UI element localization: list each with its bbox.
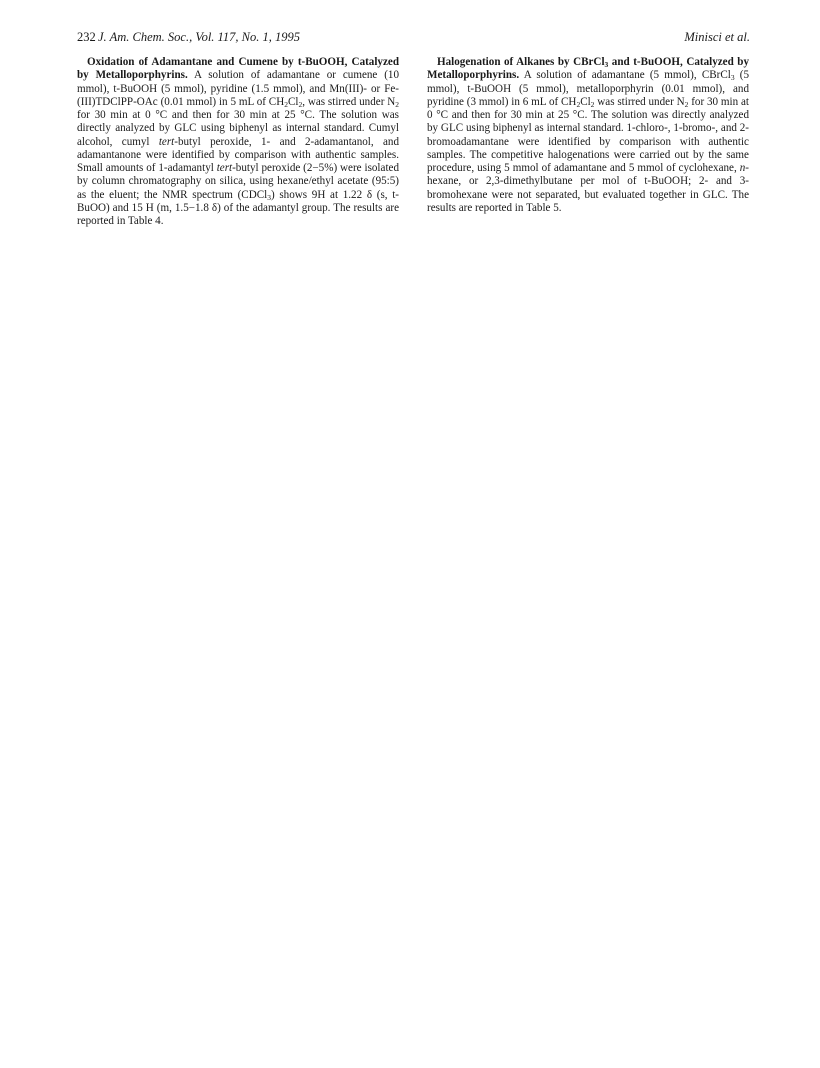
journal-citation: J. Am. Chem. Soc., Vol. 117, No. 1, 1995 <box>98 30 300 44</box>
page-number: 232 <box>77 30 96 44</box>
author-running-head: Minisci et al. <box>684 30 750 44</box>
section-heading: Oxidation of Adamantane and Cumene by t-BuOOH, Catalyzed by Metalloporphyrins. <box>77 56 399 82</box>
section-body: A solution of adamantane or cumene (10 mmol), t-BuOOH (5 mmol), pyridine (1.5 mmol), and Mn(III)- or Fe-(III)TDClPP-OAc (0.01 mmol) in 5 mL of $CH_2Cl_2$, was stirred under $N_2$ for 30 min at 0 °C and then for 30 min at 25 °C. The solution was directly analyzed by GLC using biphenyl as internal standard. Cumyl alcohol, cumyl tert-butyl peroxide, 1- and 2-adamantanol, and adamantanone were identified by comparison with authentic samples. Small amounts of 1-adamantyl tert-butyl peroxide (2−5%) were isolated by column chromatography on silica, using hexane/ethyl acetate (95:5) as the eluent; the NMR spectrum (CDCl$_3$) shows 9H at 1.22 δ (s, t-BuOO) and 15 H (m, 1.5−1.8 δ) of the adamantyl group. The results are reported in Table 4. <box>77 69 400 227</box>
section-body: A solution of adamantane (5 mmol), CBrCl$_3$ (5 mmol), t-BuOOH (5 mmol), metalloporphyrin (0.01 mmol), and pyridine (3 mmol) in 6 mL of $CH_2Cl_2$ was stirred under $N_2$ for 30 min at 0 °C and then for 30 min at 25 °C. The solution was directly analyzed by GLC using biphenyl as internal standard. 1-chloro-, 1-bromo-, and 2-bromoadamantane were identified by comparison with authentic samples. The competitive halogenations were carried out by the same procedure, using 5 mmol of adamantane and 5 mmol of cyclohexane, n-hexane, or 2,3-dimethylbutane per mol of t-BuOOH; 2- and 3-bromohexane were not separated, but evaluated together in GLC. The results are reported in Table 5. <box>427 69 749 214</box>
section-heading: Halogenation of Alkanes by CBrCl$_3$ and t-BuOOH, Catalyzed by Metalloporphyrins. <box>427 56 749 82</box>
section-oxidation <box>77 56 399 228</box>
running-head <box>77 30 750 48</box>
section-halogenation <box>427 56 749 215</box>
